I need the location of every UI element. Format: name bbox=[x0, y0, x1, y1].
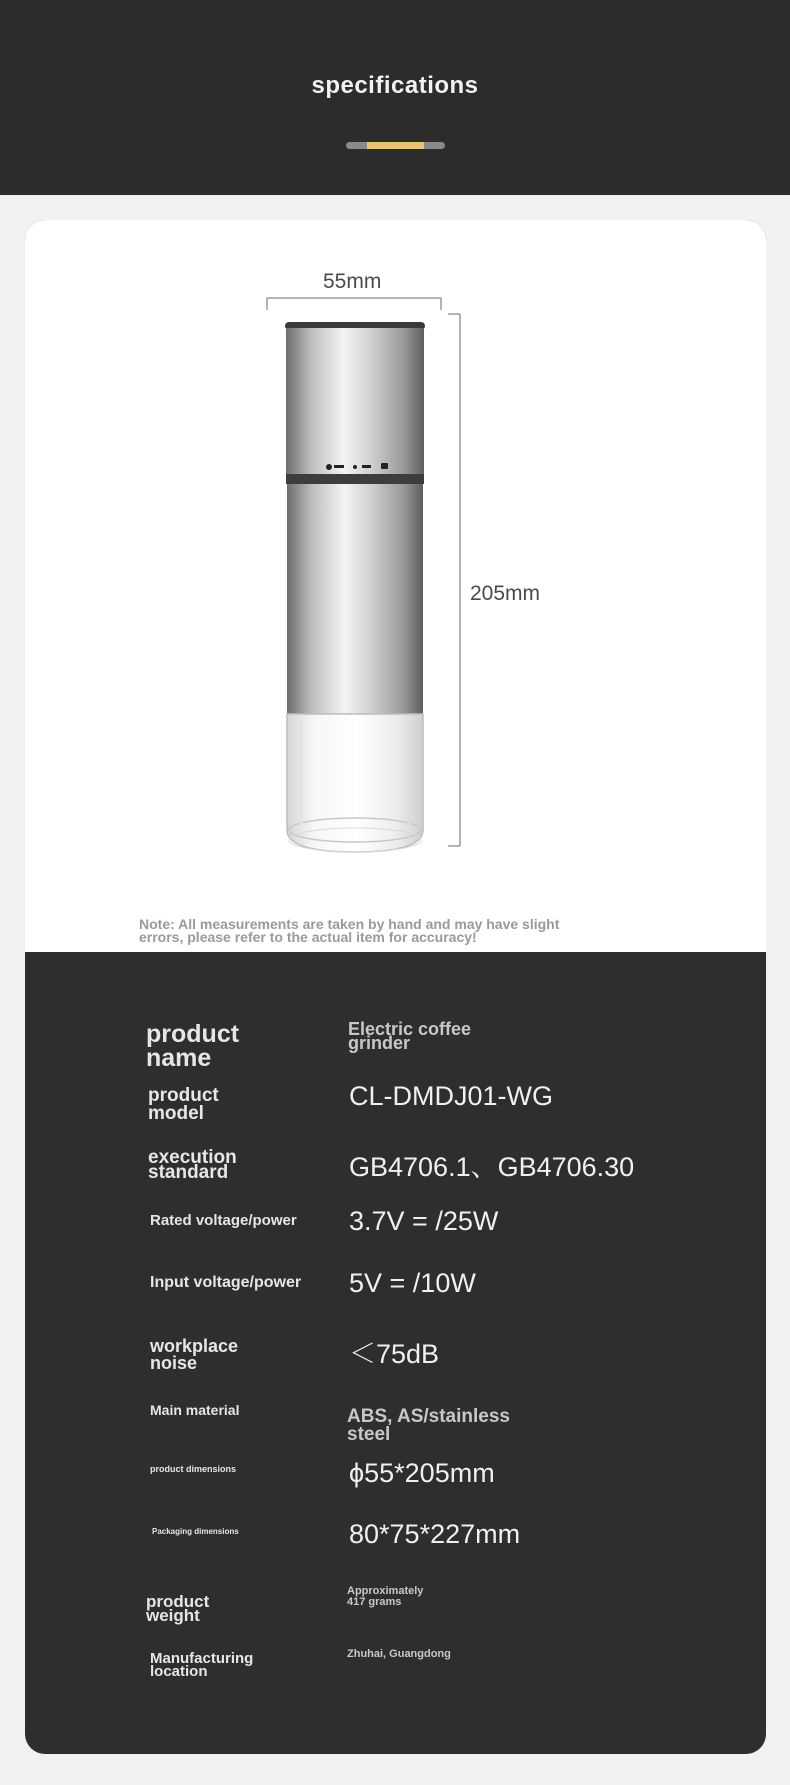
transparent-container bbox=[287, 714, 423, 852]
spec-value: ABS, AS/stainless steel bbox=[347, 1406, 510, 1445]
title-underline-accent bbox=[367, 142, 424, 149]
spec-label: Packaging dimensions bbox=[152, 1527, 239, 1536]
spec-label: Main material bbox=[150, 1402, 240, 1418]
spec-value: GB4706.1、GB4706.30 bbox=[349, 1152, 635, 1182]
grinder-illustration bbox=[25, 220, 766, 952]
spec-label: Input voltage/power bbox=[150, 1274, 302, 1291]
title-underline-decoration bbox=[346, 142, 445, 149]
spec-label: product dimensions bbox=[150, 1464, 237, 1474]
spec-value: ＜75dB bbox=[349, 1339, 440, 1369]
page-header bbox=[0, 0, 790, 195]
spec-value: Approximately 417 grams bbox=[347, 1585, 424, 1608]
spec-value: 3.7V = /25W bbox=[349, 1206, 499, 1236]
spec-label: product name bbox=[146, 1020, 240, 1072]
grinder-body bbox=[287, 484, 423, 714]
spec-value: 5V = /10W bbox=[349, 1268, 476, 1298]
page-title: specifications bbox=[311, 72, 479, 99]
height-dimension-label: 205mm bbox=[470, 582, 541, 605]
spec-value: ϕ55*205mm bbox=[349, 1458, 495, 1488]
measurement-note: Note: All measurements are taken by hand and may have slight errors, please refer to the actual item for accuracy! bbox=[139, 916, 560, 945]
spec-value: 80*75*227mm bbox=[349, 1519, 521, 1549]
spec-value: CL-DMDJ01-WG bbox=[349, 1081, 554, 1111]
product-image-panel bbox=[25, 220, 766, 952]
spec-value: Zhuhai, Guangdong bbox=[347, 1648, 451, 1660]
spec-table bbox=[25, 952, 766, 1754]
spec-label: Rated voltage/power bbox=[150, 1212, 297, 1229]
spec-label: workplace noise bbox=[150, 1336, 239, 1373]
height-dimension-line bbox=[448, 314, 460, 846]
spec-value: Electric coffee grinder bbox=[348, 1019, 472, 1053]
spec-label: execution standard bbox=[148, 1147, 237, 1183]
width-dimension-label: 55mm bbox=[323, 270, 382, 293]
spec-card bbox=[25, 220, 766, 1754]
spec-label: product weight bbox=[146, 1592, 210, 1625]
width-dimension-line bbox=[267, 298, 441, 310]
grinder-cap bbox=[285, 322, 425, 484]
spec-label: Manufacturing location bbox=[150, 1650, 254, 1680]
spec-label: product model bbox=[148, 1085, 219, 1124]
